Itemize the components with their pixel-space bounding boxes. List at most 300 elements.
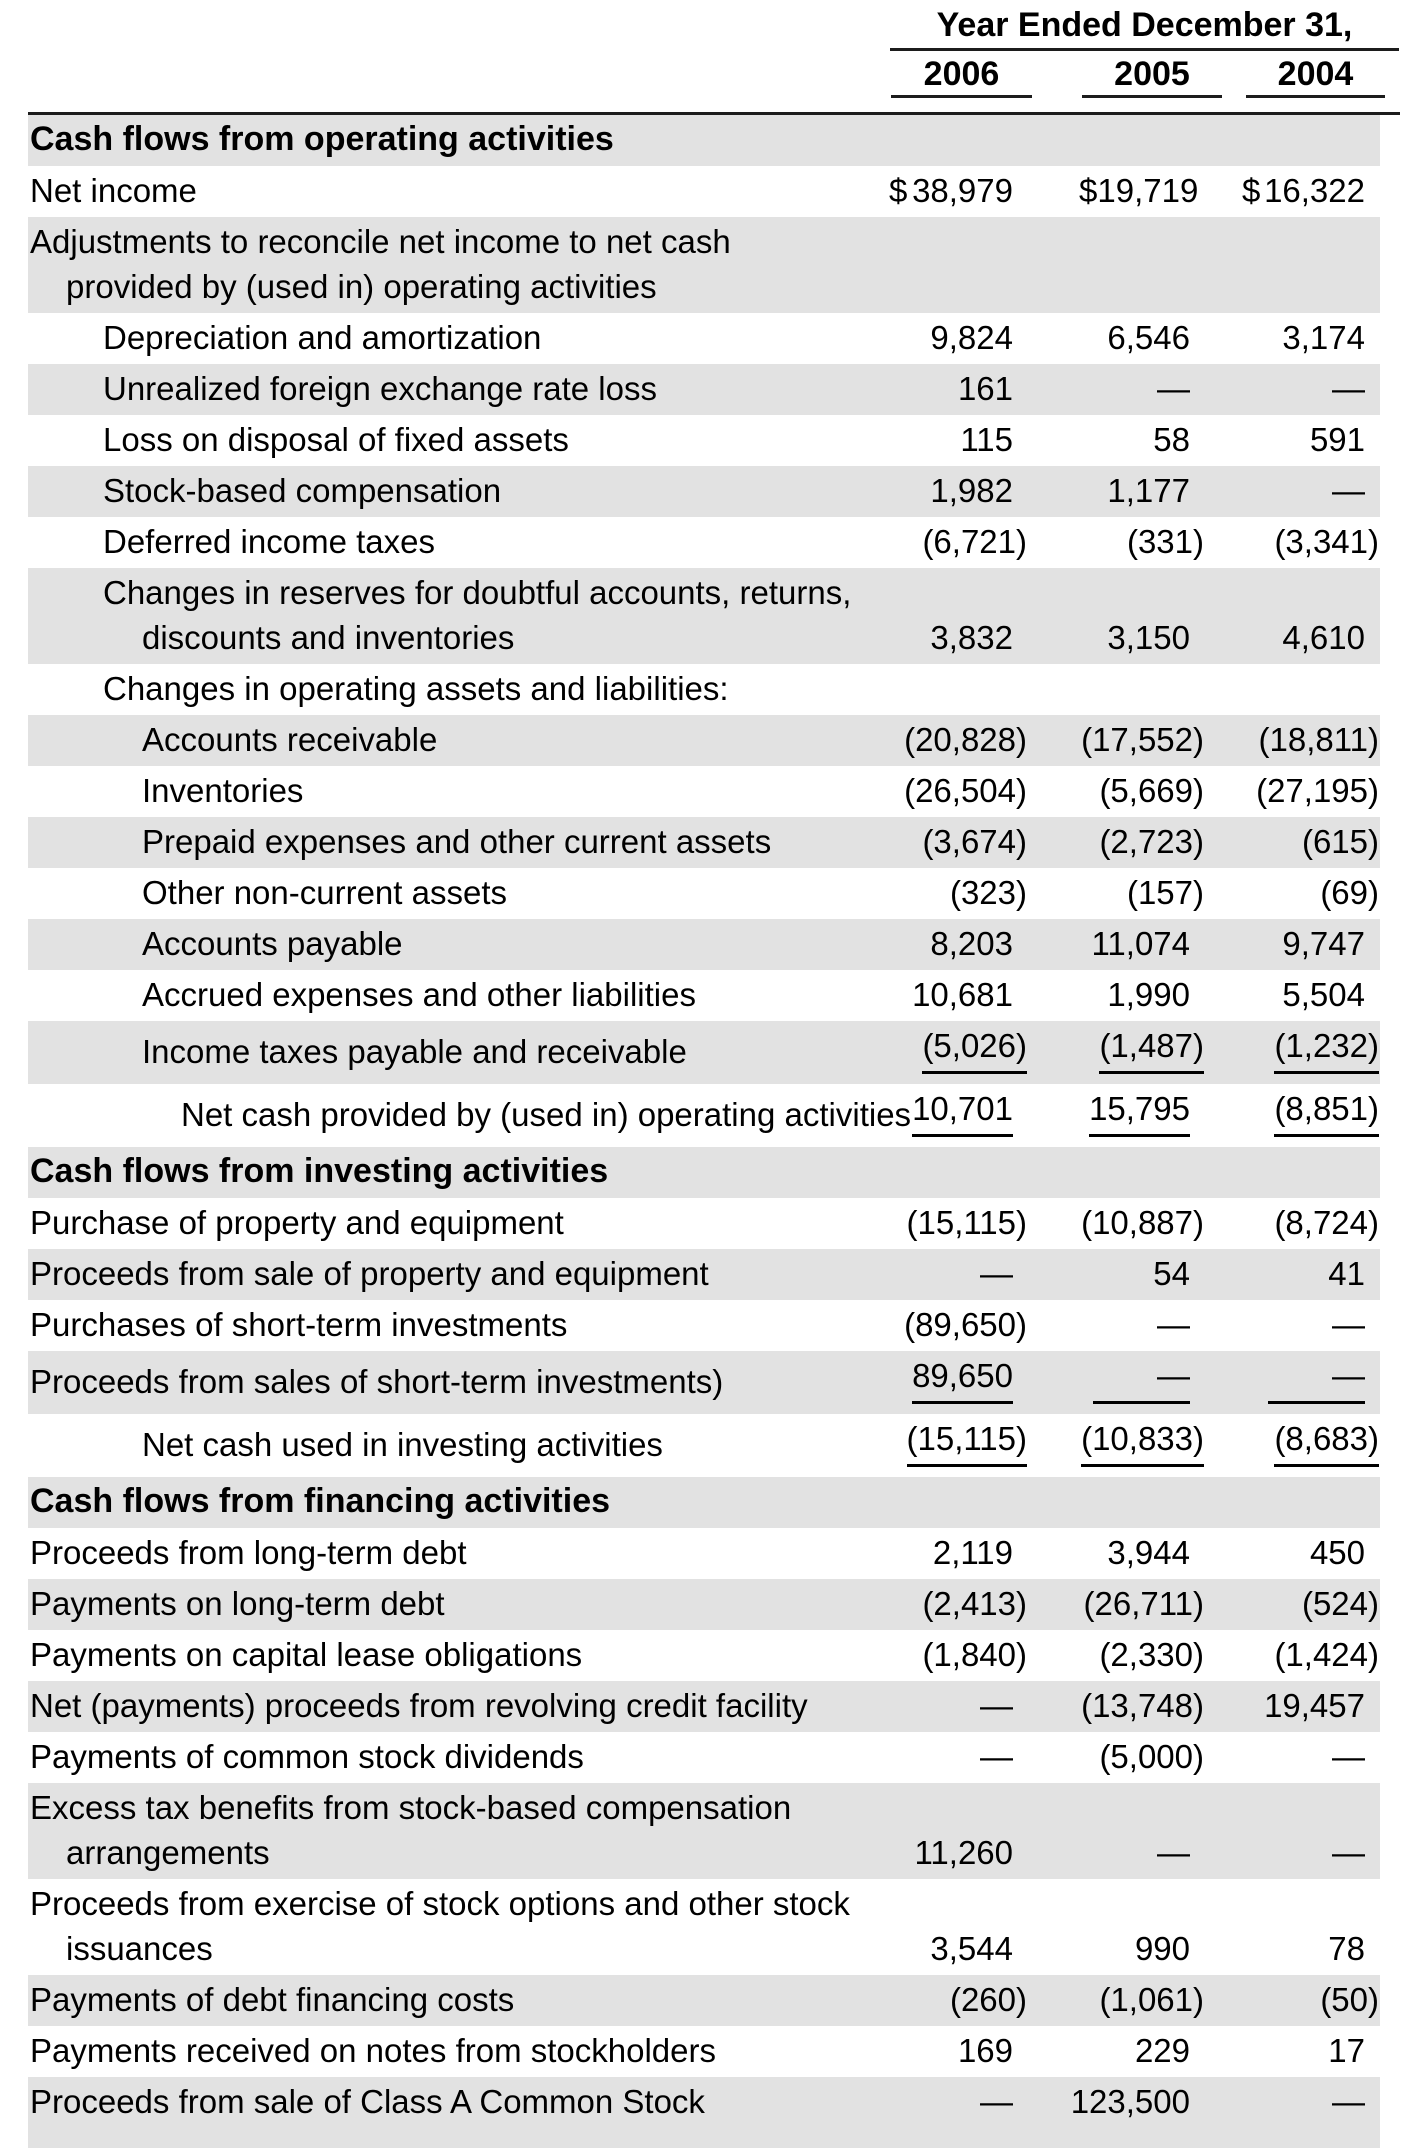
value-text: 38,979	[912, 172, 1013, 209]
value-text: (157)	[1126, 874, 1204, 911]
row-label	[28, 972, 853, 1017]
row-label-line: Cash flows from financing activities	[30, 1482, 611, 1520]
value-text: 78	[1328, 1930, 1365, 1967]
row-label-line: Net (payments) proceeds from revolving credit facility	[30, 1687, 808, 1724]
value-text: (5,669)	[1099, 772, 1204, 809]
row-label-line: arrangements	[66, 1834, 270, 1871]
value-2005	[1013, 870, 1204, 915]
value-text: (10,833)	[1081, 1416, 1204, 1467]
value-2004	[1190, 2028, 1365, 2073]
row-label	[28, 468, 853, 513]
value-text: 1,177	[1107, 472, 1190, 509]
value-text: (89,650)	[904, 1306, 1027, 1343]
value-2005	[1013, 2028, 1190, 2073]
table-row	[28, 970, 1380, 1021]
value-text: (15,115)	[906, 1204, 1027, 1241]
table-row	[28, 1084, 1380, 1147]
value-2004	[1190, 315, 1365, 360]
row-label	[28, 1251, 853, 1296]
value-2005	[1013, 1830, 1190, 1875]
table-row	[28, 1783, 1380, 1879]
value-2005	[1013, 2079, 1190, 2124]
value-text: (17,552)	[1081, 721, 1204, 758]
row-label-line: issuances	[66, 1930, 213, 1967]
value-text: 8,203	[930, 925, 1013, 962]
value-2004	[1190, 1926, 1365, 1971]
value-2005	[1013, 921, 1190, 966]
value-2004	[1190, 1086, 1379, 1137]
row-label-line: Accrued expenses and other liabilities	[142, 976, 696, 1013]
value-2006	[853, 1530, 1013, 1575]
table-row	[28, 766, 1380, 817]
value-2005	[1013, 717, 1204, 762]
value-2006	[853, 1416, 1027, 1467]
value-text: 4,610	[1282, 619, 1365, 656]
row-label	[28, 1359, 853, 1404]
table-row	[28, 2026, 1380, 2077]
value-text: 123,500	[1070, 2083, 1190, 2120]
value-text: (2,723)	[1099, 823, 1204, 860]
value-2005	[1013, 1416, 1204, 1467]
value-2005	[1013, 315, 1190, 360]
row-label-line: Payments of common stock dividends	[30, 1738, 584, 1775]
row-label-line: Cash flows from operating activities	[30, 120, 614, 158]
row-label	[28, 1683, 853, 1728]
value-2004	[1190, 1734, 1365, 1779]
year-label-2004: 2004	[1246, 56, 1385, 98]
row-label-line: Deferred income taxes	[103, 523, 435, 560]
row-label-line: Prepaid expenses and other current assets	[142, 823, 772, 860]
value-text: 169	[957, 2032, 1013, 2069]
value-text: (10,887)	[1081, 1204, 1204, 1241]
row-label	[28, 1530, 853, 1575]
table-row	[28, 1879, 1380, 1975]
value-text: 450	[1309, 1534, 1365, 1571]
row-label	[28, 870, 853, 915]
row-label-line: Proceeds from sales of short-term investments)	[30, 1363, 724, 1400]
table-row	[28, 1579, 1380, 1630]
value-2006	[853, 870, 1027, 915]
value-text: (69)	[1320, 874, 1379, 911]
row-label	[28, 1149, 853, 1194]
value-text: —	[1332, 1306, 1365, 1343]
section-header-row	[28, 1147, 1380, 1198]
value-2004	[1190, 615, 1365, 660]
year-label-2006: 2006	[891, 56, 1032, 98]
table-row	[28, 919, 1380, 970]
value-text: 16,322	[1264, 172, 1365, 209]
value-text: (5,026)	[922, 1023, 1027, 1074]
row-label	[28, 819, 853, 864]
value-text: 3,832	[930, 619, 1013, 656]
value-2004	[1190, 819, 1379, 864]
value-2006	[853, 1926, 1013, 1971]
table-row	[28, 313, 1380, 364]
value-text: (8,683)	[1274, 1416, 1379, 1467]
row-label-line: Payments on capital lease obligations	[30, 1636, 583, 1673]
value-2006	[853, 615, 1013, 660]
value-2006	[853, 1023, 1027, 1074]
row-label	[28, 417, 853, 462]
row-label	[28, 1977, 853, 2022]
row-label	[28, 168, 853, 213]
value-2006	[853, 519, 1027, 564]
value-text: 58	[1153, 421, 1190, 458]
value-2006	[853, 168, 1013, 213]
value-text: (50)	[1320, 1981, 1379, 2018]
value-text: 2,119	[932, 1534, 1013, 1571]
value-text: 19,719	[1097, 172, 1199, 209]
table-row	[28, 1975, 1380, 2026]
value-text: (524)	[1301, 1585, 1379, 1622]
year-label-2005: 2005	[1082, 56, 1222, 98]
value-text: 3,150	[1107, 619, 1190, 656]
value-2004	[1190, 468, 1365, 513]
row-label-line: Excess tax benefits from stock-based compensation	[30, 1789, 792, 1826]
table-row	[28, 517, 1380, 568]
table-header	[0, 0, 1401, 98]
value-2005	[1013, 1302, 1190, 1347]
value-text: 17	[1328, 2032, 1365, 2069]
value-text: (8,724)	[1274, 1204, 1379, 1241]
value-text: (615)	[1301, 823, 1379, 860]
table-row	[28, 415, 1380, 466]
row-label	[28, 1029, 853, 1074]
row-label-line: Income taxes payable and receivable	[142, 1033, 687, 1070]
row-label-line: Payments on long-term debt	[30, 1585, 445, 1622]
value-text: 990	[1134, 1930, 1190, 1967]
row-label	[28, 366, 853, 411]
table-row	[28, 466, 1380, 517]
value-2005	[1013, 615, 1190, 660]
value-text: —	[980, 1738, 1013, 1775]
value-text: 9,824	[930, 319, 1013, 356]
value-2006	[853, 1830, 1013, 1875]
value-2005	[1013, 1086, 1190, 1137]
table-row	[28, 568, 1380, 664]
table-row	[28, 1351, 1380, 1414]
value-2006	[853, 1977, 1027, 2022]
row-label	[28, 1479, 853, 1524]
row-label	[28, 1881, 853, 1971]
value-2004	[1190, 921, 1365, 966]
row-label-line: Loss on disposal of fixed assets	[103, 421, 569, 458]
row-label-line: Proceeds from sale of property and equipment	[30, 1255, 709, 1292]
value-text: 11,074	[1091, 925, 1190, 962]
value-2006	[853, 366, 1013, 411]
value-2006	[853, 819, 1027, 864]
value-text: 41	[1328, 1255, 1365, 1292]
value-text: (26,711)	[1083, 1585, 1204, 1622]
table-row	[28, 1732, 1380, 1783]
value-text: (6,721)	[922, 523, 1027, 560]
value-2005	[1013, 1200, 1204, 1245]
value-text: —	[1157, 1306, 1190, 1343]
value-2005	[1013, 1353, 1190, 1404]
row-label-line: Purchases of short-term investments	[30, 1306, 568, 1343]
value-2006	[853, 717, 1027, 762]
value-text: (1,061)	[1099, 1981, 1204, 2018]
value-text: (2,413)	[922, 1585, 1027, 1622]
table-row	[28, 715, 1380, 766]
value-text: 3,944	[1107, 1534, 1190, 1571]
value-2005	[1013, 1734, 1204, 1779]
row-label-line: Changes in reserves for doubtful accounts, returns,	[103, 574, 852, 611]
table-row	[28, 217, 1380, 313]
value-2006	[853, 1200, 1027, 1245]
value-2006	[853, 315, 1013, 360]
value-2004	[1190, 1302, 1365, 1347]
value-2005	[1013, 168, 1199, 213]
table-row	[28, 166, 1380, 217]
table-row	[28, 868, 1380, 919]
value-text: —	[980, 1255, 1013, 1292]
value-text: —	[1157, 1834, 1190, 1871]
row-label	[28, 1302, 853, 1347]
row-label-line: Cash flows from investing activities	[30, 1152, 609, 1190]
header-spacer	[0, 6, 890, 98]
value-text: 161	[957, 370, 1013, 407]
table-row	[28, 1414, 1380, 1477]
value-text: —	[1093, 1353, 1190, 1404]
row-label-line: Changes in operating assets and liabilities:	[103, 670, 729, 707]
value-2005	[1013, 1530, 1190, 1575]
value-text: (13,748)	[1081, 1687, 1204, 1724]
table-row	[28, 1249, 1380, 1300]
value-2006	[853, 768, 1027, 813]
value-2005	[1013, 768, 1204, 813]
value-text: —	[980, 1687, 1013, 1724]
value-text: —	[1332, 370, 1365, 407]
row-label	[28, 1581, 853, 1626]
value-text: (331)	[1126, 523, 1204, 560]
value-text: 10,701	[912, 1086, 1013, 1137]
value-2006	[853, 468, 1013, 513]
table-row	[28, 1681, 1380, 1732]
value-text: (26,504)	[904, 772, 1027, 809]
row-label-line: Payments received on notes from stockholders	[30, 2032, 716, 2069]
row-label-line: Proceeds from exercise of stock options and other stock	[30, 1885, 850, 1922]
table-row	[28, 1630, 1380, 1681]
row-label-line: Net cash used in investing activities	[142, 1426, 663, 1463]
value-text: —	[980, 2083, 1013, 2120]
value-2006	[853, 1353, 1013, 1404]
row-label	[28, 519, 853, 564]
value-text: —	[1332, 1738, 1365, 1775]
value-text: (1,424)	[1274, 1636, 1379, 1673]
value-text: (1,232)	[1274, 1023, 1379, 1074]
row-label	[28, 570, 853, 660]
table-row	[28, 1528, 1380, 1579]
value-text: 1,982	[930, 472, 1013, 509]
table-row	[28, 664, 1380, 715]
value-2006	[853, 2028, 1013, 2073]
year-columns-header	[890, 6, 1399, 98]
dollar-sign: $	[889, 172, 908, 209]
value-text: 54	[1153, 1255, 1190, 1292]
value-2006	[853, 1086, 1013, 1137]
value-2006	[853, 1251, 1013, 1296]
value-2005	[1013, 366, 1190, 411]
value-text: (20,828)	[904, 721, 1027, 758]
value-text: —	[1332, 2083, 1365, 2120]
row-label-line: discounts and inventories	[142, 619, 515, 656]
value-2004	[1190, 1251, 1365, 1296]
row-label-line: Net cash provided by (used in) operating activities	[181, 1096, 912, 1133]
value-text: (1,487)	[1099, 1023, 1204, 1074]
value-2005	[1013, 519, 1204, 564]
row-label-line: Accounts payable	[142, 925, 403, 962]
row-label	[28, 2028, 853, 2073]
row-label	[28, 1734, 853, 1779]
value-2006	[853, 972, 1013, 1017]
value-2005	[1013, 1023, 1204, 1074]
value-text: —	[1157, 370, 1190, 407]
value-text: 5,504	[1282, 976, 1365, 1013]
row-label-line: Adjustments to reconcile net income to net cash	[30, 223, 731, 260]
value-2006	[853, 1302, 1027, 1347]
year-labels-row	[890, 51, 1399, 98]
value-text: 3,174	[1282, 319, 1365, 356]
value-text: —	[1268, 1353, 1365, 1404]
year-ended-title: Year Ended December 31,	[890, 6, 1399, 51]
row-label-line: Other non-current assets	[142, 874, 507, 911]
value-text: 9,747	[1282, 925, 1365, 962]
value-text: (27,195)	[1256, 772, 1379, 809]
value-text: (8,851)	[1274, 1086, 1379, 1137]
value-text: 6,546	[1107, 319, 1190, 356]
value-text: 591	[1309, 421, 1365, 458]
value-2005	[1013, 1581, 1204, 1626]
value-text: 229	[1134, 2032, 1190, 2069]
value-2005	[1013, 1977, 1204, 2022]
row-label-line: Accounts receivable	[142, 721, 438, 758]
row-label-line: Payments of debt financing costs	[30, 1981, 515, 2018]
row-label-line: Purchase of property and equipment	[30, 1204, 564, 1241]
value-2005	[1013, 468, 1190, 513]
value-2004	[1190, 366, 1365, 411]
row-label	[28, 666, 853, 711]
value-2005	[1013, 819, 1204, 864]
row-label	[28, 768, 853, 813]
value-text: 1,990	[1107, 976, 1190, 1013]
value-2004	[1190, 1353, 1365, 1404]
dollar-sign: $	[1242, 172, 1261, 209]
value-2004	[1190, 768, 1379, 813]
value-2006	[853, 417, 1013, 462]
value-text: 19,457	[1264, 1687, 1365, 1724]
value-text: (1,840)	[922, 1636, 1027, 1673]
value-text: (260)	[949, 1981, 1027, 2018]
table-row	[28, 1021, 1380, 1084]
row-label-line: Unrealized foreign exchange rate loss	[103, 370, 657, 407]
value-2004	[1190, 1830, 1365, 1875]
value-2005	[1013, 417, 1190, 462]
value-text: 10,681	[912, 976, 1013, 1013]
row-label-line: Proceeds from long-term debt	[30, 1534, 467, 1571]
value-text: (18,811)	[1258, 721, 1379, 758]
value-text: 15,795	[1089, 1086, 1190, 1137]
row-label-line: Stock-based compensation	[103, 472, 502, 509]
value-2004	[1190, 972, 1365, 1017]
dollar-sign: $	[1079, 172, 1098, 209]
value-text: (323)	[949, 874, 1027, 911]
cash-flow-table	[28, 115, 1380, 2148]
value-text: (3,341)	[1274, 523, 1379, 560]
value-2004	[1190, 1200, 1379, 1245]
row-label	[28, 2079, 853, 2124]
value-2004	[1190, 717, 1379, 762]
row-label	[28, 921, 853, 966]
value-2006	[853, 1734, 1013, 1779]
value-text: —	[1332, 472, 1365, 509]
value-2004	[1190, 1530, 1365, 1575]
row-label	[28, 1092, 912, 1137]
value-text: —	[1332, 1834, 1365, 1871]
row-label-line: Net income	[30, 172, 197, 209]
value-2004	[1190, 1581, 1379, 1626]
value-2006	[853, 1683, 1013, 1728]
row-label	[28, 1785, 853, 1875]
row-label-line: Proceeds from sale of Class A Common Stock	[30, 2083, 705, 2120]
value-text: (15,115)	[907, 1416, 1027, 1467]
section-header-row	[28, 115, 1380, 166]
value-2004	[1190, 417, 1365, 462]
row-label	[28, 315, 853, 360]
value-2004	[1190, 168, 1365, 213]
value-text: 89,650	[912, 1353, 1013, 1404]
value-2004	[1190, 519, 1379, 564]
value-2005	[1013, 972, 1190, 1017]
row-label	[28, 117, 853, 162]
value-2004	[1190, 1023, 1379, 1074]
row-label	[28, 1422, 853, 1467]
row-label	[28, 717, 853, 762]
row-label	[28, 219, 853, 309]
value-2005	[1013, 1632, 1204, 1677]
value-2004	[1190, 1416, 1379, 1467]
value-text: 3,544	[930, 1930, 1013, 1967]
value-2005	[1013, 1251, 1190, 1296]
value-2004	[1190, 1683, 1365, 1728]
value-2004	[1190, 1632, 1379, 1677]
table-row	[28, 817, 1380, 868]
value-text: 115	[960, 421, 1013, 458]
value-2006	[853, 1632, 1027, 1677]
value-text: (5,000)	[1099, 1738, 1204, 1775]
row-label	[28, 1200, 853, 1245]
row-label-line: provided by (used in) operating activities	[66, 268, 657, 305]
value-2006	[853, 921, 1013, 966]
value-2004	[1190, 2079, 1365, 2124]
row-label-line: Inventories	[142, 772, 304, 809]
value-2005	[1013, 1683, 1204, 1728]
value-2004	[1190, 1977, 1379, 2022]
table-row	[28, 1300, 1380, 1351]
table-row	[28, 364, 1380, 415]
table-row	[28, 2077, 1380, 2148]
value-2006	[853, 1581, 1027, 1626]
row-label-line: Depreciation and amortization	[103, 319, 542, 356]
value-text: 11,260	[914, 1834, 1013, 1871]
value-2005	[1013, 1926, 1190, 1971]
row-label	[28, 1632, 853, 1677]
value-2004	[1190, 870, 1379, 915]
section-header-row	[28, 1477, 1380, 1528]
value-text: (3,674)	[922, 823, 1027, 860]
table-row	[28, 1198, 1380, 1249]
value-text: (2,330)	[1099, 1636, 1204, 1673]
